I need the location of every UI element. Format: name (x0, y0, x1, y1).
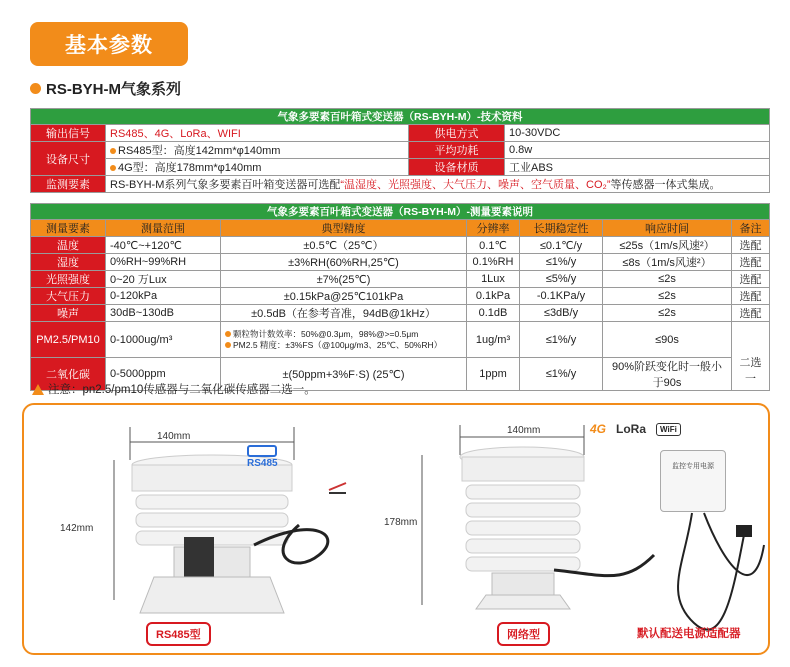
power-adapter (660, 450, 726, 512)
output-label: 输出信号 (31, 125, 106, 142)
col-header: 备注 (732, 220, 770, 237)
pm-co2-note: 二选一 (732, 322, 770, 391)
measure-table-title: 气象多要素百叶箱式变送器（RS-BYH-M）-测量要素说明 (31, 204, 770, 220)
col-header: 典型精度 (221, 220, 467, 237)
connectivity-icons (590, 422, 681, 436)
adapter-caption: 默认配送电源适配器 (637, 628, 741, 640)
rs485-tag: RS485型 (146, 622, 211, 646)
table-row: PM2.5/PM10 0-1000ug/m³ 颗粒物计数效率：50%@0.3μm，98%@>=0.5μm PM2.5 精度：±3%FS（@100μg/m3、25℃、50%RH） 1ug/m³ ≤1%/y ≤90s 二选一 (31, 322, 770, 358)
output-value: RS485、4G、LoRa、WIFI (106, 125, 409, 142)
table-row: 光照强度 0~20 万Lux ±7%(25℃) 1Lux ≤5%/y ≤2s 选配 (31, 271, 770, 288)
table-row: 二氧化碳 0-5000ppm ±(50ppm+3%F·S) (25℃) 1ppm ≤1%/y 90%阶跃变化时一般小于90s (31, 358, 770, 391)
avg-value: 0.8w (505, 142, 770, 159)
series-title: RS-BYH-M气象系列 (46, 81, 181, 98)
lora-icon: LoRa (616, 422, 647, 436)
table-row: 温度 -40℃~+120℃ ±0.5℃（25℃） 0.1℃ ≤0.1℃/y ≤25s（1m/s风速²） 选配 (31, 237, 770, 254)
network-tag: 网络型 (497, 622, 550, 646)
power-value: 10-30VDC (505, 125, 770, 142)
col-header: 分辨率 (467, 220, 520, 237)
col-header: 长期稳定性 (520, 220, 603, 237)
col-header: 测量要素 (31, 220, 106, 237)
wifi-icon: WiFi (656, 423, 681, 436)
rs485-device-image (84, 405, 384, 653)
pm-accuracy: 颗粒物计数效率：50%@0.3μm，98%@>=0.5μm PM2.5 精度：±3%FS（@100μg/m3、25℃、50%RH） (221, 322, 467, 358)
tech-table (30, 108, 770, 193)
measure-table (30, 203, 770, 391)
size-4g: 4G型：高度178mm*φ140mm (106, 159, 409, 176)
material-value: 工业ABS (505, 159, 770, 176)
size-label: 设备尺寸 (31, 142, 106, 176)
warning-icon (32, 384, 44, 395)
adapter-cable (634, 505, 784, 635)
section-title: 基本参数 (30, 22, 188, 66)
right-width-label: 140mm (507, 425, 541, 436)
bullet-dot (110, 165, 116, 171)
col-header: 测量范围 (106, 220, 221, 237)
left-width-label: 140mm (157, 431, 191, 442)
table-row: 噪声 30dB~130dB ±0.5dB（在参考音准，94dB@1kHz） 0.1dB ≤3dB/y ≤2s 选配 (31, 305, 770, 322)
product-image-panel (22, 403, 770, 655)
size-rs485: RS485型：高度142mm*φ140mm (106, 142, 409, 159)
table-row: 大气压力 0-120kPa ±0.15kPa@25℃101kPa 0.1kPa -0.1KPa/y ≤2s 选配 (31, 288, 770, 305)
col-header: 响应时间 (603, 220, 732, 237)
left-height-label: 142mm (60, 523, 94, 534)
note-text: 注意：pn2.5/pm10传感器与二氧化碳传感器二选一。 (48, 384, 316, 396)
right-height-label: 178mm (384, 517, 418, 528)
material-label: 设备材质 (409, 159, 505, 176)
4g-icon: 4G (590, 422, 607, 436)
rs485-badge: RS485 (247, 458, 278, 469)
power-label: 供电方式 (409, 125, 505, 142)
connector-icon (247, 445, 277, 457)
tech-table-title: 气象多要素百叶箱式变送器（RS-BYH-M）-技术资料 (31, 109, 770, 125)
monitor-value: RS-BYH-M系列气象多要素百叶箱变送器可选配“温湿度、光照强度、大气压力、噪声、空气质量、CO₂”等传感器一体式集成。 (106, 176, 770, 193)
adapter-label: 监控专用电源 (672, 463, 714, 470)
note (32, 381, 316, 397)
rs485-connector (247, 445, 278, 469)
bullet-dot (30, 83, 41, 94)
series-heading (30, 78, 181, 99)
monitor-label: 监测要素 (31, 176, 106, 193)
bullet-dot (225, 342, 231, 348)
table-row: 湿度 0%RH~99%RH ±3%RH(60%RH,25℃) 0.1%RH ≤1%/y ≤8s（1m/s风速²） 选配 (31, 254, 770, 271)
bullet-dot (110, 148, 116, 154)
avg-label: 平均功耗 (409, 142, 505, 159)
network-device-image (404, 405, 664, 653)
bullet-dot (225, 331, 231, 337)
